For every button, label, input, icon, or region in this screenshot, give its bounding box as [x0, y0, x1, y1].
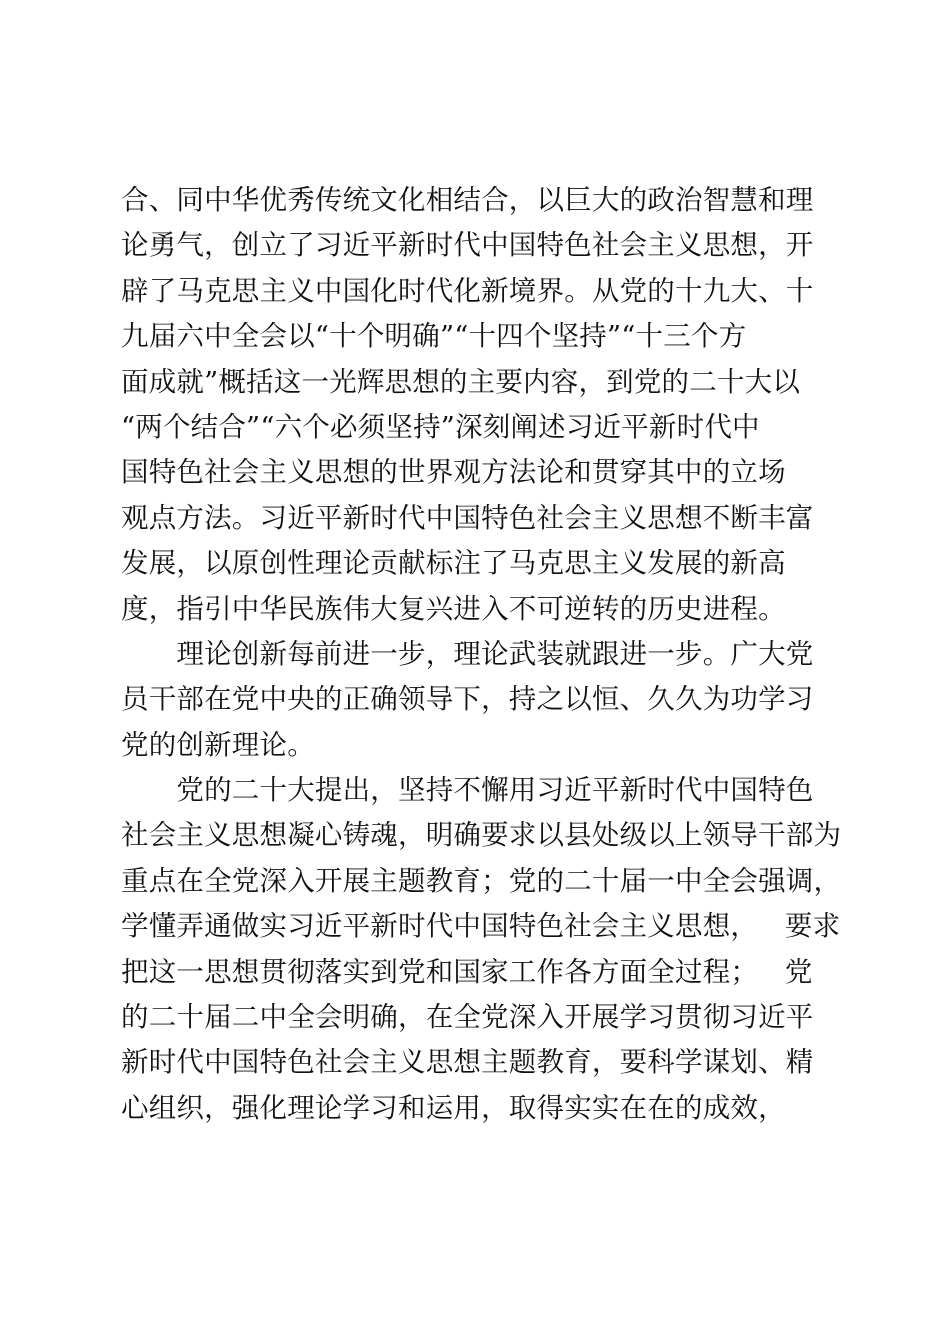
- text-line: 九届六中全会以“十个明确”“十四个坚持”“十三个方: [121, 320, 747, 353]
- text-line: 的二十届二中全会明确，在全党深入开展学习贯彻习近平: [121, 1001, 814, 1034]
- text-line: “两个结合”“六个必须坚持”深刻阐述习近平新时代中: [121, 410, 760, 443]
- text-line: 论勇气，创立了习近平新时代中国特色社会主义思想，开: [121, 229, 814, 262]
- text-line: 员干部在党中央的正确领导下，持之以恒、久久为功学习: [121, 683, 814, 716]
- text-line: 国特色社会主义思想的世界观方法论和贯穿其中的立场: [121, 456, 786, 489]
- text-line: 社会主义思想凝心铸魂，明确要求以县处级以上领导干部为: [121, 819, 842, 852]
- text-line: 把这一思想贯彻落实到党和国家工作各方面全过程； 党: [121, 955, 813, 988]
- text-line: 党的创新理论。: [121, 728, 315, 761]
- text-line: 辟了马克思主义中国化时代化新境界。从党的十九大、十: [121, 274, 814, 307]
- text-line: 度，指引中华民族伟大复兴进入不可逆转的历史进程。: [121, 592, 786, 625]
- text-line: 观点方法。习近平新时代中国特色社会主义思想不断丰富: [121, 501, 814, 534]
- paragraph-start-line: 党的二十大提出，坚持不懈用习近平新时代中国特色: [121, 774, 814, 807]
- paragraph-start-line: 理论创新每前进一步，理论武装就跟进一步。广大党: [121, 637, 814, 670]
- text-line: 新时代中国特色社会主义思想主题教育，要科学谋划、精: [121, 1046, 814, 1079]
- text-line: 重点在全党深入开展主题教育；党的二十届一中全会强调，: [121, 864, 842, 897]
- text-line: 合、同中华优秀传统文化相结合，以巨大的政治智慧和理: [121, 184, 814, 216]
- text-line: 发展，以原创性理论贡献标注了马克思主义发展的新高: [121, 547, 786, 580]
- text-line: 面成就”概括这一光辉思想的主要内容，到党的二十大以: [121, 365, 801, 398]
- text-line: 学懂弄通做实习近平新时代中国特色社会主义思想， 要求: [121, 910, 841, 943]
- body-text: [121, 178, 842, 1131]
- text-line: 心组织，强化理论学习和运用，取得实实在在的成效，: [121, 1091, 786, 1124]
